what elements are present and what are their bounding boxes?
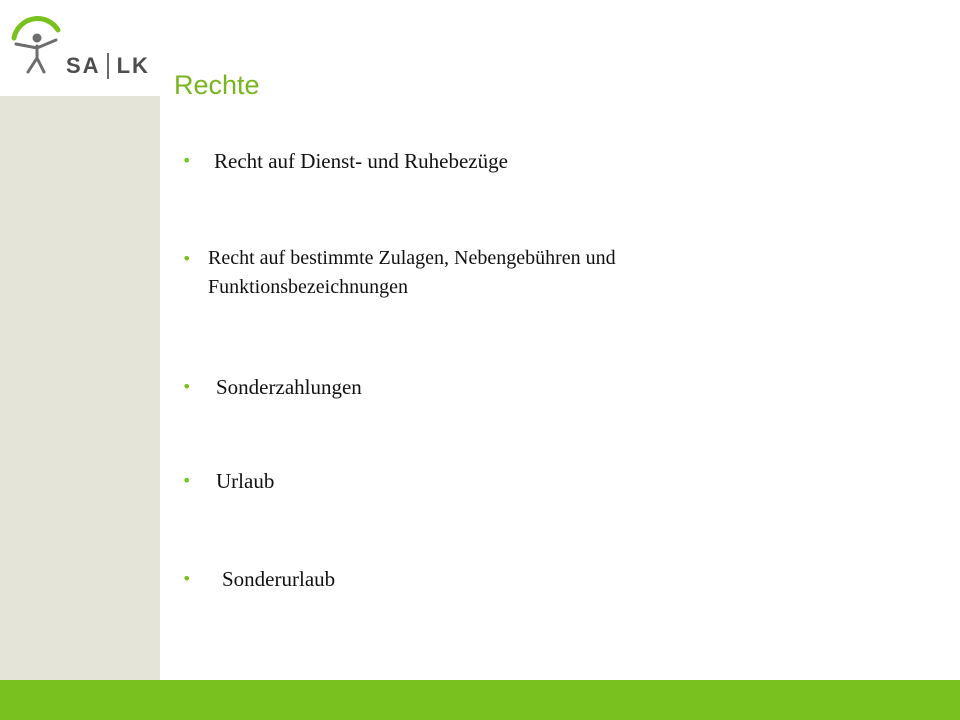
- logo-text-right: LK: [116, 53, 150, 78]
- slide-title: Rechte: [174, 70, 260, 100]
- bullet-item: [182, 372, 862, 402]
- bullet-item: [182, 564, 862, 594]
- logo-text-left: SA: [66, 53, 101, 78]
- bullet-dot-icon: •: [182, 249, 192, 268]
- bullet-text: Recht auf bestimmte Zulagen, Nebengebühren und Funktionsbezeichnungen: [208, 247, 616, 298]
- bullet-dot-icon: •: [182, 471, 192, 490]
- bullet-item: [182, 244, 772, 302]
- bullet-dot-icon: •: [182, 377, 192, 396]
- salk-figure-icon: [6, 16, 66, 78]
- left-sidebar-panel: [0, 96, 160, 680]
- bullet-dot-icon: •: [182, 569, 192, 588]
- logo-divider: [107, 53, 109, 79]
- bullet-text: Recht auf Dienst- und Ruhebezüge: [214, 149, 508, 173]
- bullet-text: Urlaub: [216, 469, 275, 493]
- bullet-text: Sonderzahlungen: [216, 375, 362, 399]
- salk-logo: [6, 16, 166, 78]
- bullet-dot-icon: •: [182, 151, 192, 170]
- logo-wordmark: [66, 52, 150, 80]
- bullet-item: [182, 146, 862, 176]
- bullet-item: [182, 466, 862, 496]
- bullet-text: Sonderurlaub: [222, 567, 336, 591]
- footer-bar: [0, 680, 960, 720]
